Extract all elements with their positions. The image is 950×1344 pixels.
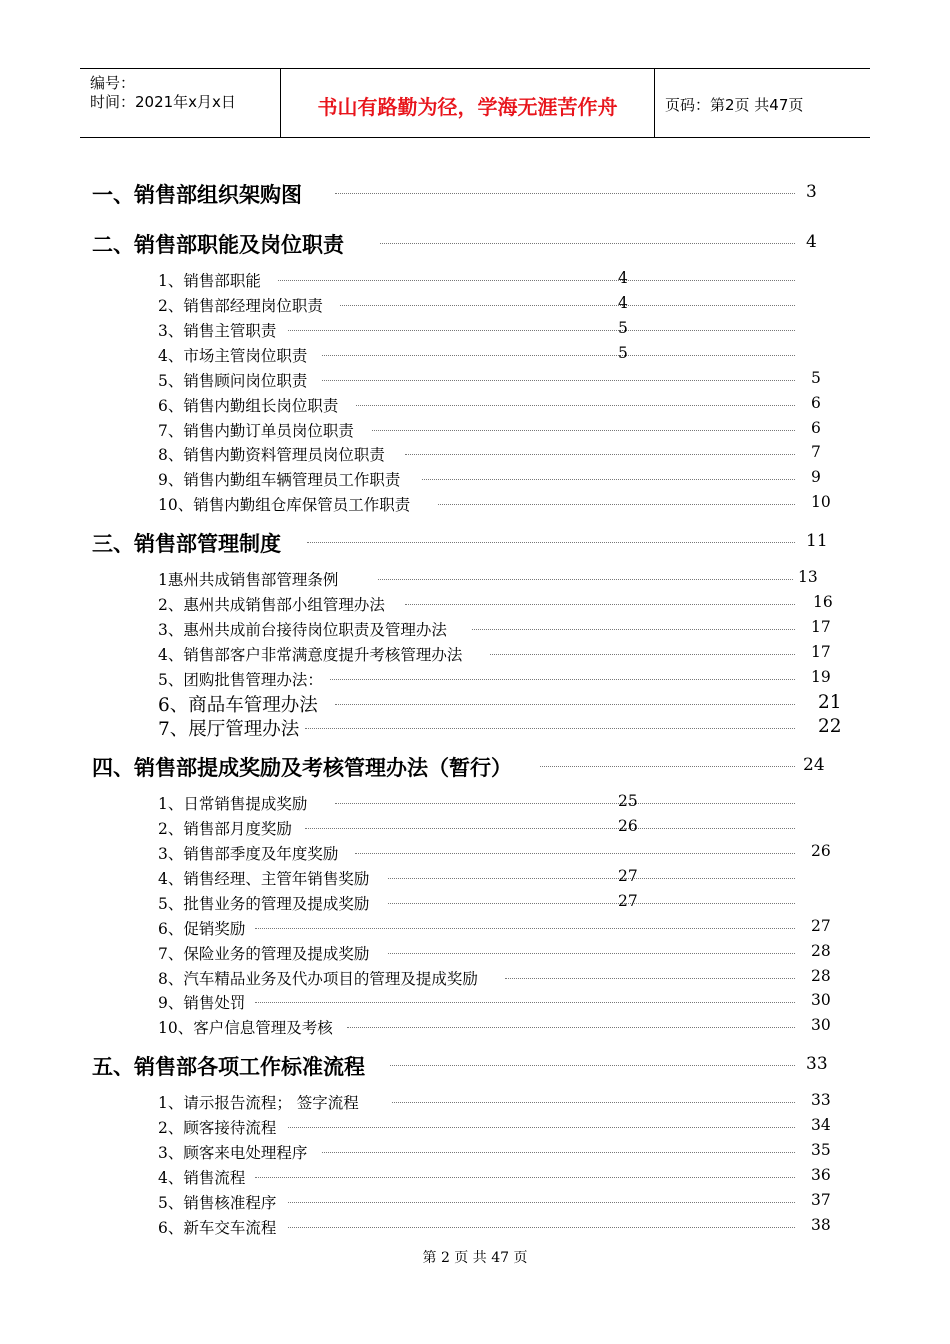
toc-dot-leader	[288, 1127, 795, 1128]
toc-entry-title: 3、销售主管职责	[158, 321, 277, 340]
toc-entry-title: 7、展厅管理办法	[158, 718, 300, 740]
toc-entry-title: 5、销售核准程序	[158, 1193, 277, 1212]
toc-entry-title: 2、销售部月度奖励	[158, 819, 292, 838]
toc-entry-title: 3、惠州共成前台接待岗位职责及管理办法	[158, 620, 447, 639]
toc-page-number: 38	[811, 1216, 831, 1235]
toc-dot-leader	[378, 579, 793, 580]
toc-page-number: 9	[811, 468, 821, 487]
toc-dot-leader	[335, 803, 795, 804]
toc-page-number: 33	[811, 1091, 831, 1110]
toc-entry-title: 7、保险业务的管理及提成奖励	[158, 944, 370, 963]
toc-entry-title: 四、销售部提成奖励及考核管理办法（暂行）	[92, 756, 512, 781]
toc-page-number: 24	[803, 755, 825, 776]
toc-dot-leader	[288, 1202, 795, 1203]
toc-dot-leader	[255, 928, 795, 929]
toc-page-number: 4	[618, 294, 628, 313]
toc-entry-title: 6、销售内勤组长岗位职责	[158, 396, 339, 415]
toc-dot-leader	[335, 193, 795, 194]
toc-entry-title: 4、市场主管岗位职责	[158, 346, 308, 365]
toc-entry-title: 2、销售部经理岗位职责	[158, 296, 323, 315]
toc-page-number: 27	[618, 867, 638, 886]
toc-entry-title: 二、销售部职能及岗位职责	[92, 233, 344, 258]
toc-page-number: 5	[811, 369, 821, 388]
header-motto: 书山有路勤为径，学海无涯苦作舟	[317, 95, 618, 119]
toc-page-number: 25	[618, 792, 638, 811]
header-date-label: 时间：2021年x月x日	[90, 93, 236, 111]
toc-dot-leader	[322, 355, 795, 356]
toc-entry-title: 5、批售业务的管理及提成奖励	[158, 894, 370, 913]
toc-entry-title: 9、销售处罚	[158, 993, 246, 1012]
toc-page-number: 26	[618, 817, 638, 836]
toc-dot-leader	[372, 430, 795, 431]
toc-entry-title: 4、销售部客户非常满意度提升考核管理办法	[158, 645, 463, 664]
toc-page-number: 4	[618, 269, 628, 288]
toc-entry-title: 5、销售顾问岗位职责	[158, 371, 308, 390]
header-number-label: 编号：	[90, 74, 136, 92]
toc-page-number: 30	[811, 1016, 831, 1035]
toc-entry-title: 6、商品车管理办法	[158, 694, 318, 716]
toc-dot-leader	[356, 405, 795, 406]
toc-page-number: 4	[806, 232, 817, 253]
toc-entry-title: 2、惠州共成销售部小组管理办法	[158, 595, 385, 614]
toc-page-number: 3	[806, 182, 817, 203]
toc-page-number: 11	[806, 531, 828, 552]
toc-page-number: 7	[811, 443, 821, 462]
toc-entry-title: 7、销售内勤订单员岗位职责	[158, 421, 354, 440]
toc-entry-title: 6、促销奖励	[158, 919, 246, 938]
toc-dot-leader	[438, 504, 795, 505]
toc-entry-title: 4、销售经理、主管年销售奖励	[158, 869, 370, 888]
page-header	[80, 68, 870, 138]
toc-dot-leader	[472, 629, 795, 630]
toc-page-number: 35	[811, 1141, 831, 1160]
header-meta-cell	[80, 69, 281, 137]
toc-dot-leader	[288, 1227, 795, 1228]
toc-page-number: 10	[811, 493, 831, 512]
toc-page-number: 28	[811, 942, 831, 961]
toc-entry-title: 10、销售内勤组仓库保管员工作职责	[158, 495, 411, 514]
toc-dot-leader	[505, 978, 795, 979]
toc-dot-leader	[307, 542, 795, 543]
toc-dot-leader	[322, 380, 795, 381]
toc-page-number: 17	[811, 618, 831, 637]
toc-entry-title: 1惠州共成销售部管理条例	[158, 570, 339, 589]
toc-page-number: 17	[811, 643, 831, 662]
toc-entry-title: 2、顾客接待流程	[158, 1118, 277, 1137]
toc-page-number: 16	[813, 593, 833, 612]
toc-dot-leader	[390, 1065, 795, 1066]
toc-entry-title: 8、汽车精品业务及代办项目的管理及提成奖励	[158, 969, 478, 988]
toc-entry-title: 1、日常销售提成奖励	[158, 794, 308, 813]
toc-dot-leader	[330, 679, 795, 680]
toc-dot-leader	[388, 953, 795, 954]
toc-entry-title: 10、客户信息管理及考核	[158, 1018, 333, 1037]
toc-dot-leader	[380, 243, 795, 244]
toc-entry-title: 一、销售部组织架购图	[92, 183, 302, 208]
toc-page-number: 5	[618, 344, 628, 363]
toc-page-number: 30	[811, 991, 831, 1010]
toc-entry-title: 1、销售部职能	[158, 271, 261, 290]
toc-dot-leader	[422, 479, 795, 480]
toc-entry-title: 4、销售流程	[158, 1168, 246, 1187]
toc-page-number: 21	[818, 691, 842, 713]
toc-entry-title: 三、销售部管理制度	[92, 532, 281, 557]
toc-page-number: 34	[811, 1116, 831, 1135]
header-page-number: 页码：第2页 共47页	[665, 96, 804, 114]
toc-page-number: 33	[806, 1054, 828, 1075]
toc-page-number: 36	[811, 1166, 831, 1185]
toc-page-number: 27	[811, 917, 831, 936]
toc-dot-leader	[405, 454, 795, 455]
toc-page-number: 6	[811, 394, 821, 413]
toc-dot-leader	[305, 728, 795, 729]
toc-entry-title: 9、销售内勤组车辆管理员工作职责	[158, 470, 401, 489]
toc-page-number: 26	[811, 842, 831, 861]
toc-entry-title: 3、销售部季度及年度奖励	[158, 844, 339, 863]
toc-dot-leader	[490, 654, 795, 655]
toc-entry-title: 8、销售内勤资料管理员岗位职责	[158, 445, 385, 464]
toc-dot-leader	[335, 704, 795, 705]
toc-page-number: 22	[818, 715, 842, 737]
toc-dot-leader	[392, 1102, 795, 1103]
toc-dot-leader	[388, 878, 795, 879]
toc-dot-leader	[255, 1002, 795, 1003]
toc-dot-leader	[540, 766, 795, 767]
toc-page-number: 28	[811, 967, 831, 986]
toc-dot-leader	[355, 853, 795, 854]
toc-page-number: 13	[798, 568, 818, 587]
toc-entry-title: 1、请示报告流程； 签字流程	[158, 1093, 359, 1112]
toc-dot-leader	[278, 280, 795, 281]
toc-entry-title: 5、团购批售管理办法：	[158, 670, 323, 689]
toc-dot-leader	[340, 305, 795, 306]
toc-page-number: 5	[618, 319, 628, 338]
header-motto-cell	[281, 69, 655, 137]
toc-dot-leader	[388, 903, 795, 904]
toc-dot-leader	[288, 330, 795, 331]
toc-entry-title: 3、顾客来电处理程序	[158, 1143, 308, 1162]
toc-dot-leader	[322, 1152, 795, 1153]
toc-page-number: 37	[811, 1191, 831, 1210]
toc-page-number: 19	[811, 668, 831, 687]
page-footer: 第 2 页 共 47 页	[422, 1250, 528, 1266]
toc-entry-title: 6、新车交车流程	[158, 1218, 277, 1237]
toc-entry-title: 五、销售部各项工作标准流程	[92, 1055, 365, 1080]
toc-dot-leader	[305, 828, 795, 829]
toc-dot-leader	[405, 604, 795, 605]
toc-page-number: 27	[618, 892, 638, 911]
header-page-cell	[655, 69, 870, 137]
toc-dot-leader	[255, 1177, 795, 1178]
toc-page-number: 6	[811, 419, 821, 438]
toc-dot-leader	[347, 1027, 795, 1028]
